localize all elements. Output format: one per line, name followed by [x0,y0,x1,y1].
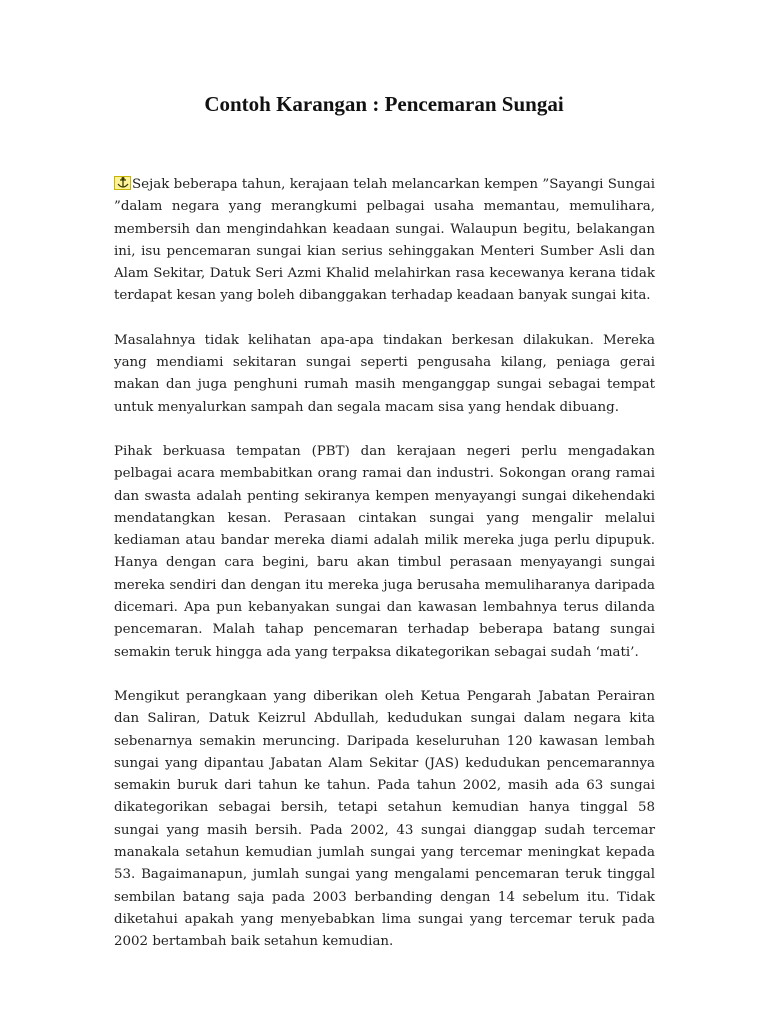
paragraph-4: Mengikut perangkaan yang diberikan oleh Ketua Pengarah Jabatan Perairan dan Saliran, Datuk Keizrul Abdullah, kedudukan sungai dalam negara kita sebenarnya semakin meruncing. Daripada keseluruhan 120 kawasan lembah sungai yang dipantau Jabatan Alam Sekitar (JAS) kedudukan pencemarannya semakin buruk dari tahun ke tahun. Pada tahun 2002, masih ada 63 sungai dikategorikan sebagai bersih, tetapi setahun kemudian hanya tinggal 58 sungai yang masih bersih. Pada 2002, 43 sungai dianggap sudah tercemar manakala setahun kemudian jumlah sungai yang tercemar meningkat kepada 53. Bagaimanapun, jumlah sungai yang mengalami pencemaran teruk tinggal sembilan batang saja pada 2003 berbanding dengan 14 sebelum itu. Tidak diketahui apakah yang menyebabkan lima sungai yang tercemar teruk pada 2002 bertambah baik setahun kemudian. [114,688,655,950]
paragraph-2: Masalahnya tidak kelihatan apa-apa tindakan berkesan dilakukan. Mereka yang mendiami sekitaran sungai seperti pengusaha kilang, peniaga gerai makan dan juga penghuni rumah masih menganggap sungai sebagai tempat untuk menyalurkan sampah dan segala macam sisa yang hendak dibuang. [114,332,655,415]
paragraph-1 [114,174,655,308]
document-body [114,174,655,954]
anchor-icon[interactable] [114,176,131,190]
paragraph-1-text: Sejak beberapa tahun, kerajaan telah melancarkan kempen ”Sayangi Sungai ”dalam negara yang merangkumi pelbagai usaha memantau, memulihara, membersih dan mengindahkan keadaan sungai. Walaupun begitu, belakangan ini, isu pencemaran sungai kian serius sehinggakan Menteri Sumber Asli dan Alam Sekitar, Datuk Seri Azmi Khalid melahirkan rasa kecewanya kerana tidak terdapat kesan yang boleh dibanggakan terhadap keadaan banyak sungai kita. [114,177,655,304]
paragraph-3: Pihak berkuasa tempatan (PBT) dan kerajaan negeri perlu mengadakan pelbagai acara membabitkan orang ramai dan industri. Sokongan orang ramai dan swasta adalah penting sekiranya kempen menyayangi sungai dikehendaki mendatangkan kesan. Perasaan cintakan sungai yang mengalir melalui kediaman atau bandar mereka diami adalah milik mereka juga perlu dipupuk. Hanya dengan cara begini, baru akan timbul perasaan menyayangi sungai mereka sendiri dan dengan itu mereka juga berusaha memuliharanya daripada dicemari. Apa pun kebanyakan sungai dan kawasan lembahnya terus dilanda pencemaran. Malah tahap pencemaran terhadap beberapa batang sungai semakin teruk hingga ada yang terpaksa dikategorikan sebagai sudah ‘mati’. [114,443,655,660]
page-title: Contoh Karangan : Pencemaran Sungai [204,92,564,116]
